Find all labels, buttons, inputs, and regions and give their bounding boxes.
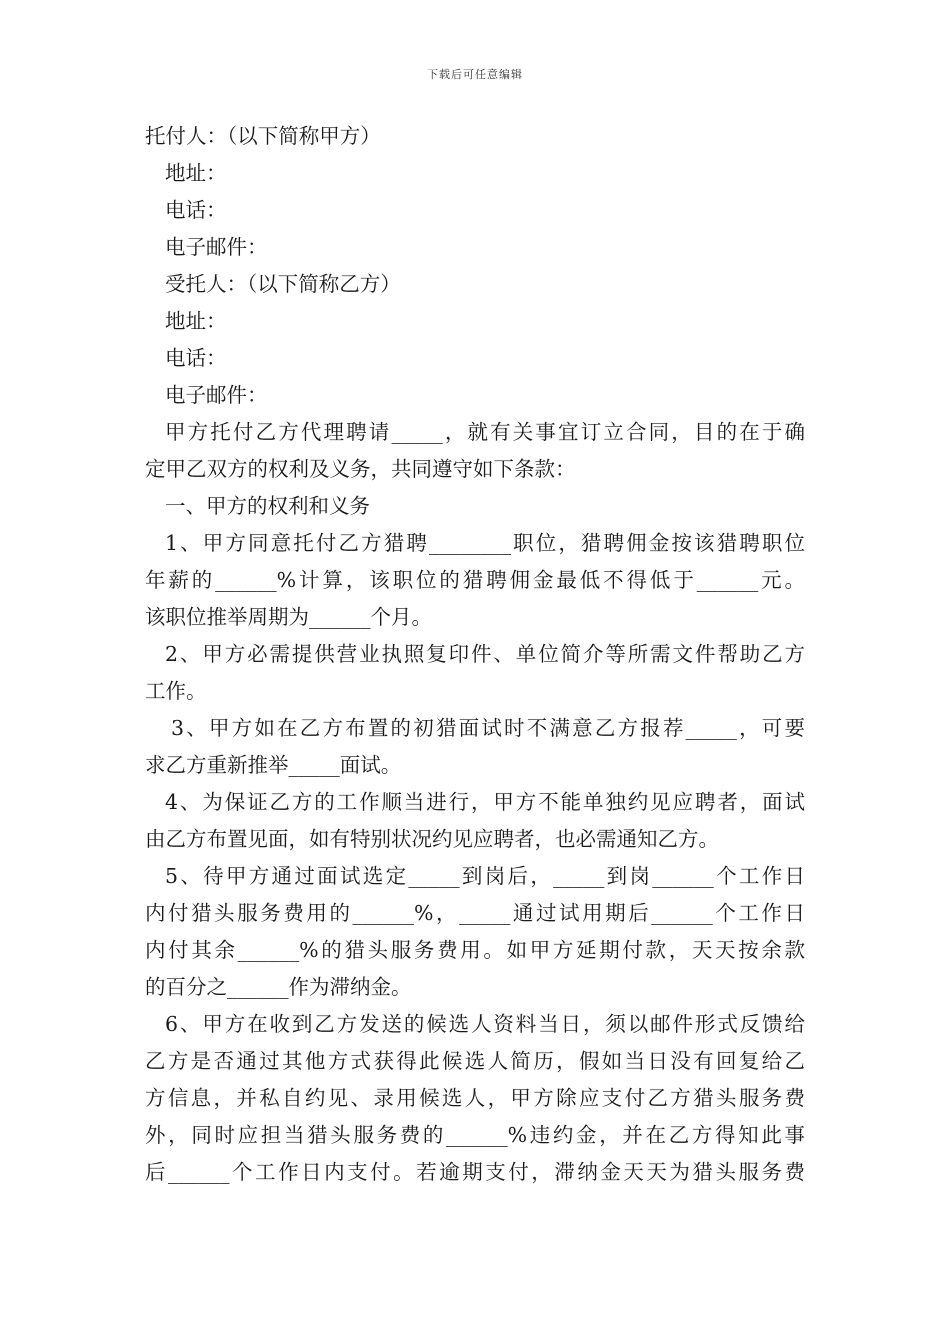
text-line: 6、甲方在收到乙方发送的候选人资料当日，须以邮件形式反馈给 <box>165 1012 805 1036</box>
text-line: 2、甲方必需提供营业执照复印件、单位简介等所需文件帮助乙方 <box>165 642 805 666</box>
text-line: 工作。 <box>145 679 207 703</box>
text-line: 内付猎头服务费用的______%，_____通过试用期后______个工作日 <box>145 901 805 925</box>
text-line: 地址： <box>165 309 227 333</box>
text-line: 电子邮件： <box>165 383 268 407</box>
text-line: 甲方托付乙方代理聘请_____，就有关事宜订立合同，目的在于确 <box>165 420 805 444</box>
text-line: 的百分之______作为滞纳金。 <box>145 975 412 999</box>
text-line: 5、待甲方通过面试选定_____到岗后，_____到岗______个工作日 <box>165 864 805 888</box>
text-line: 外，同时应担当猎头服务费的______%违约金，并在乙方得知此事 <box>145 1123 805 1147</box>
text-line: 1、甲方同意托付乙方猎聘________职位，猎聘佣金按该猎聘职位 <box>165 531 805 555</box>
text-line: 4、为保证乙方的工作顺当进行，甲方不能单独约见应聘者，面试 <box>165 790 805 814</box>
text-line: 该职位推举周期为______个月。 <box>145 605 432 629</box>
text-line: 电子邮件： <box>165 235 268 259</box>
text-line: 地址： <box>165 161 227 185</box>
text-line: 受托人：（以下简称乙方） <box>165 272 401 296</box>
text-line: 方信息，并私自约见、录用候选人，甲方除应支付乙方猎头服务费 <box>145 1086 805 1110</box>
text-line: 后______个工作日内支付。若逾期支付，滞纳金天天为猎头服务费 <box>145 1160 805 1184</box>
section-heading: 一、甲方的权利和义务 <box>165 494 370 518</box>
document-body <box>145 118 805 1191</box>
text-line: 内付其余______%的猎头服务费用。如甲方延期付款，天天按余款 <box>145 938 805 962</box>
text-line: 由乙方布置见面，如有特别状况约见应聘者，也必需通知乙方。 <box>145 827 719 851</box>
text-line: 托付人：（以下简称甲方） <box>145 124 381 148</box>
text-line: 电话： <box>165 346 227 370</box>
text-line: 定甲乙双方的权利及义务，共同遵守如下条款： <box>145 457 576 481</box>
text-line: 3、甲方如在乙方布置的初猎面试时不满意乙方报荐_____，可要 <box>171 716 805 740</box>
text-line: 电话： <box>165 198 227 222</box>
header-note: 下载后可任意编辑 <box>427 68 523 81</box>
text-line: 年薪的______%计算，该职位的猎聘佣金最低不得低于______元。 <box>145 568 805 592</box>
text-line: 求乙方重新推举_____面试。 <box>145 753 402 777</box>
text-line: 乙方是否通过其他方式获得此候选人简历，假如当日没有回复给乙 <box>145 1049 805 1073</box>
